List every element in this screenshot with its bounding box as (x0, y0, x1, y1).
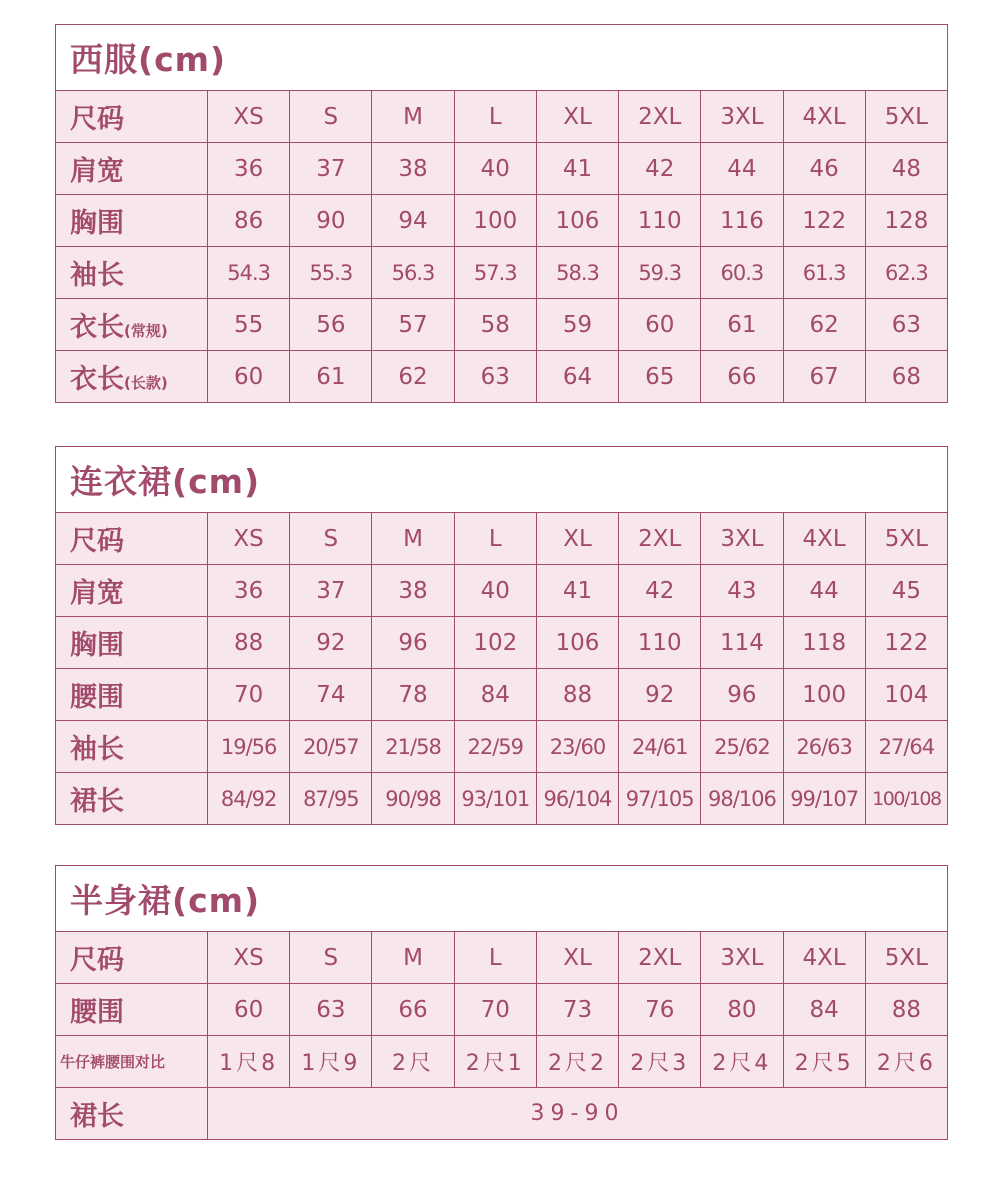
value-cell: 70 (208, 669, 290, 721)
row-label: 袖长 (56, 247, 208, 299)
value-cell: 96 (701, 669, 783, 721)
value-cell: 59 (536, 299, 618, 351)
value-cell: 37 (290, 143, 372, 195)
value-cell: 61.3 (783, 247, 865, 299)
size-header-cell: XL (536, 513, 618, 565)
value-cell: 38 (372, 565, 454, 617)
row-label: 肩宽 (56, 565, 208, 617)
size-header-cell: S (290, 91, 372, 143)
value-cell: 65 (619, 351, 701, 403)
value-cell: 87/95 (290, 773, 372, 825)
size-header-cell: 3XL (701, 91, 783, 143)
row-label (56, 351, 208, 403)
value-cell: 26/63 (783, 721, 865, 773)
value-cell: 62 (783, 299, 865, 351)
value-cell: 45 (865, 565, 947, 617)
value-cell: 37 (290, 565, 372, 617)
value-cell: 88 (865, 984, 947, 1036)
size-header-cell: M (372, 91, 454, 143)
value-cell: 2尺1 (454, 1036, 536, 1088)
value-cell: 41 (536, 143, 618, 195)
value-cell: 84 (454, 669, 536, 721)
value-cell: 98/106 (701, 773, 783, 825)
value-cell: 54.3 (208, 247, 290, 299)
size-header-cell: XL (536, 91, 618, 143)
value-cell: 63 (865, 299, 947, 351)
value-cell: 57 (372, 299, 454, 351)
size-header-cell: M (372, 932, 454, 984)
value-cell: 100 (783, 669, 865, 721)
table-row (56, 984, 948, 1036)
size-header-cell: L (454, 91, 536, 143)
value-cell: 40 (454, 565, 536, 617)
row-label: 尺码 (56, 932, 208, 984)
size-header-cell: S (290, 932, 372, 984)
value-cell: 90/98 (372, 773, 454, 825)
value-cell: 99/107 (783, 773, 865, 825)
size-header-cell: 2XL (619, 513, 701, 565)
value-cell: 68 (865, 351, 947, 403)
value-cell: 39-90 (208, 1088, 948, 1140)
row-label-sub: (常规) (124, 322, 168, 340)
value-cell: 36 (208, 143, 290, 195)
skirt-size-table (55, 865, 948, 1140)
value-cell: 76 (619, 984, 701, 1036)
dress-size-grid (55, 512, 948, 825)
suit-size-table (55, 24, 948, 403)
value-cell: 1尺8 (208, 1036, 290, 1088)
value-cell: 64 (536, 351, 618, 403)
size-header-cell: 4XL (783, 91, 865, 143)
value-cell: 106 (536, 617, 618, 669)
value-cell: 62.3 (865, 247, 947, 299)
skirt-size-grid (55, 931, 948, 1140)
row-label: 裙长 (56, 773, 208, 825)
table-row (56, 143, 948, 195)
row-label: 腰围 (56, 669, 208, 721)
size-header-cell: L (454, 932, 536, 984)
table-row (56, 513, 948, 565)
value-cell: 66 (372, 984, 454, 1036)
value-cell: 55.3 (290, 247, 372, 299)
value-cell: 1尺9 (290, 1036, 372, 1088)
value-cell: 55 (208, 299, 290, 351)
value-cell: 93/101 (454, 773, 536, 825)
size-header-cell: 5XL (865, 932, 947, 984)
value-cell: 27/64 (865, 721, 947, 773)
value-cell: 2尺5 (783, 1036, 865, 1088)
row-label-main: 衣长 (70, 364, 124, 395)
size-header-cell: 4XL (783, 513, 865, 565)
value-cell: 92 (290, 617, 372, 669)
value-cell: 61 (290, 351, 372, 403)
value-cell: 128 (865, 195, 947, 247)
value-cell: 2尺4 (701, 1036, 783, 1088)
table-row (56, 1036, 948, 1088)
value-cell: 36 (208, 565, 290, 617)
row-label: 裙长 (56, 1088, 208, 1140)
table-row (56, 91, 948, 143)
value-cell: 110 (619, 195, 701, 247)
table-row (56, 565, 948, 617)
dress-table-title: 连衣裙(cm) (55, 446, 948, 512)
suit-table-title: 西服(cm) (55, 24, 948, 90)
value-cell: 58.3 (536, 247, 618, 299)
value-cell: 67 (783, 351, 865, 403)
value-cell: 22/59 (454, 721, 536, 773)
value-cell: 106 (536, 195, 618, 247)
value-cell: 59.3 (619, 247, 701, 299)
value-cell: 41 (536, 565, 618, 617)
value-cell: 100/108 (865, 773, 947, 825)
table-row (56, 773, 948, 825)
value-cell: 86 (208, 195, 290, 247)
table-row (56, 299, 948, 351)
row-label: 肩宽 (56, 143, 208, 195)
value-cell: 2尺6 (865, 1036, 947, 1088)
value-cell: 122 (865, 617, 947, 669)
size-header-cell: 5XL (865, 91, 947, 143)
value-cell: 38 (372, 143, 454, 195)
value-cell: 73 (536, 984, 618, 1036)
table-row (56, 932, 948, 984)
value-cell: 60 (208, 984, 290, 1036)
value-cell: 70 (454, 984, 536, 1036)
value-cell: 57.3 (454, 247, 536, 299)
value-cell: 60 (619, 299, 701, 351)
row-label-sub: (长款) (124, 374, 168, 392)
value-cell: 56 (290, 299, 372, 351)
dress-size-table (55, 446, 948, 825)
value-cell: 58 (454, 299, 536, 351)
row-label-main: 衣长 (70, 312, 124, 343)
value-cell: 88 (536, 669, 618, 721)
value-cell: 21/58 (372, 721, 454, 773)
value-cell: 63 (290, 984, 372, 1036)
value-cell: 42 (619, 565, 701, 617)
value-cell: 2尺 (372, 1036, 454, 1088)
value-cell: 114 (701, 617, 783, 669)
row-label: 袖长 (56, 721, 208, 773)
value-cell: 63 (454, 351, 536, 403)
skirt-table-title: 半身裙(cm) (55, 865, 948, 931)
value-cell: 25/62 (701, 721, 783, 773)
value-cell: 20/57 (290, 721, 372, 773)
row-label: 尺码 (56, 91, 208, 143)
value-cell: 66 (701, 351, 783, 403)
value-cell: 60 (208, 351, 290, 403)
value-cell: 92 (619, 669, 701, 721)
value-cell: 42 (619, 143, 701, 195)
size-header-cell: XS (208, 932, 290, 984)
value-cell: 19/56 (208, 721, 290, 773)
value-cell: 62 (372, 351, 454, 403)
value-cell: 102 (454, 617, 536, 669)
size-header-cell: 3XL (701, 932, 783, 984)
value-cell: 24/61 (619, 721, 701, 773)
value-cell: 116 (701, 195, 783, 247)
size-header-cell: S (290, 513, 372, 565)
value-cell: 122 (783, 195, 865, 247)
size-header-cell: L (454, 513, 536, 565)
size-header-cell: XS (208, 513, 290, 565)
value-cell: 2尺3 (619, 1036, 701, 1088)
value-cell: 61 (701, 299, 783, 351)
value-cell: 44 (783, 565, 865, 617)
value-cell: 84/92 (208, 773, 290, 825)
value-cell: 23/60 (536, 721, 618, 773)
suit-size-grid (55, 90, 948, 403)
size-header-cell: 3XL (701, 513, 783, 565)
table-row (56, 669, 948, 721)
row-label: 胸围 (56, 195, 208, 247)
value-cell: 88 (208, 617, 290, 669)
row-label: 腰围 (56, 984, 208, 1036)
value-cell: 118 (783, 617, 865, 669)
value-cell: 97/105 (619, 773, 701, 825)
value-cell: 84 (783, 984, 865, 1036)
size-header-cell: 5XL (865, 513, 947, 565)
value-cell: 78 (372, 669, 454, 721)
row-label: 尺码 (56, 513, 208, 565)
value-cell: 46 (783, 143, 865, 195)
value-cell: 74 (290, 669, 372, 721)
row-label (56, 299, 208, 351)
table-row (56, 195, 948, 247)
value-cell: 96 (372, 617, 454, 669)
size-header-cell: 2XL (619, 91, 701, 143)
value-cell: 60.3 (701, 247, 783, 299)
size-header-cell: M (372, 513, 454, 565)
row-label: 胸围 (56, 617, 208, 669)
value-cell: 2尺2 (536, 1036, 618, 1088)
value-cell: 56.3 (372, 247, 454, 299)
value-cell: 40 (454, 143, 536, 195)
value-cell: 43 (701, 565, 783, 617)
value-cell: 100 (454, 195, 536, 247)
value-cell: 44 (701, 143, 783, 195)
table-row (56, 247, 948, 299)
value-cell: 104 (865, 669, 947, 721)
size-header-cell: 4XL (783, 932, 865, 984)
table-row (56, 351, 948, 403)
value-cell: 110 (619, 617, 701, 669)
size-header-cell: XL (536, 932, 618, 984)
value-cell: 90 (290, 195, 372, 247)
table-row (56, 1088, 948, 1140)
value-cell: 94 (372, 195, 454, 247)
table-row (56, 721, 948, 773)
row-label: 牛仔裤腰围对比 (56, 1036, 208, 1088)
value-cell: 48 (865, 143, 947, 195)
size-header-cell: 2XL (619, 932, 701, 984)
size-header-cell: XS (208, 91, 290, 143)
value-cell: 80 (701, 984, 783, 1036)
value-cell: 96/104 (536, 773, 618, 825)
table-row (56, 617, 948, 669)
